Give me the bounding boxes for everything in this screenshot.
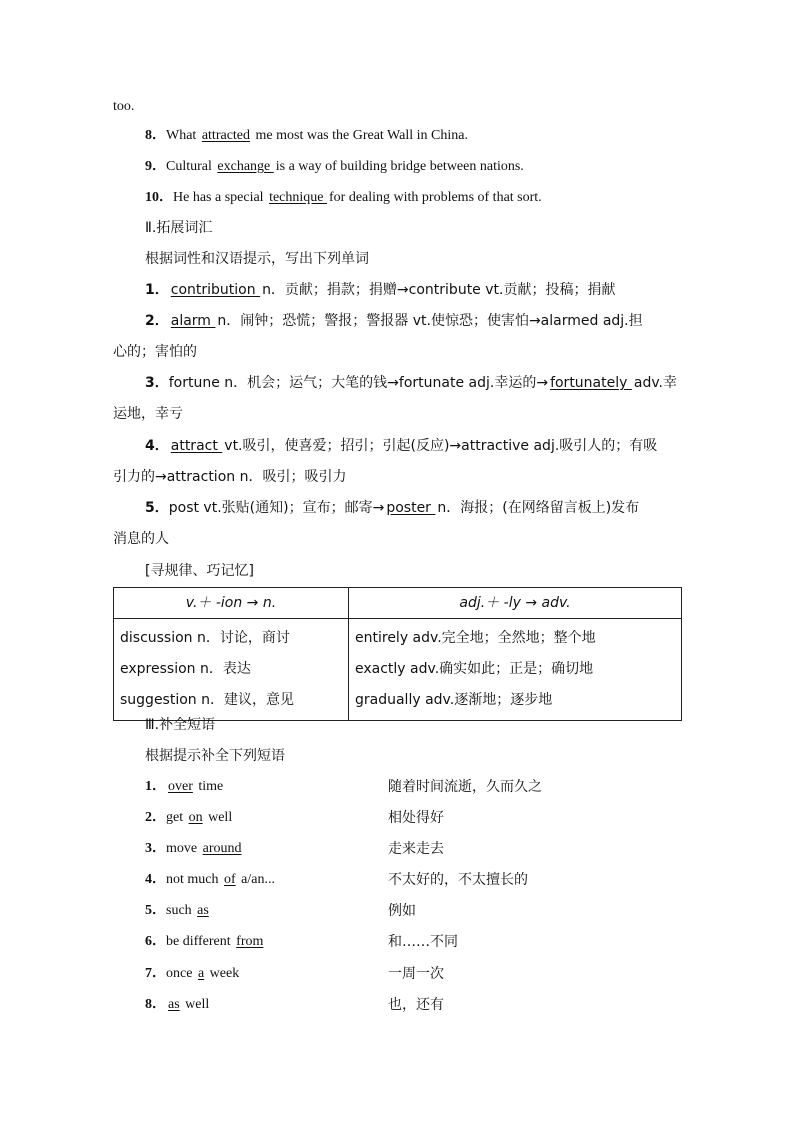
- sentence-text: What: [166, 128, 200, 143]
- table-body-row: [114, 619, 682, 721]
- phrase-text: once: [166, 966, 196, 981]
- vocab-item-1: [145, 281, 615, 299]
- table-row: entirely adv.完全地；全然地；整个地: [355, 630, 596, 646]
- item-number: 6．: [145, 934, 166, 949]
- vocab-item-3-cont: 运地，幸亏: [113, 406, 183, 422]
- item-number: 4．: [145, 872, 166, 887]
- item-number: 2．: [145, 810, 166, 825]
- vocab-item-3: [145, 374, 677, 392]
- section-title: Ⅲ.补全短语: [145, 717, 216, 733]
- vocab-text: vt.吸引，使喜爱；招引；引起(反应)→attractive adj.吸引人的；有吸: [224, 438, 658, 454]
- sentence-text: Cultural: [166, 159, 216, 174]
- phrase-item-6: [145, 933, 265, 951]
- answer-blank: over: [168, 779, 193, 794]
- rule-title: [寻规律、巧记忆]: [145, 563, 254, 579]
- vocab-text: adv.幸: [633, 375, 677, 391]
- phrase-meaning-7: 一周一次: [388, 966, 444, 982]
- phrase-text: such: [166, 903, 196, 918]
- vocab-item-2: [145, 312, 643, 330]
- continued-text: too.: [113, 99, 135, 114]
- item-number: 2．: [145, 313, 169, 329]
- sentence-9: [145, 158, 524, 176]
- phrase-text: a/an...: [237, 872, 275, 887]
- phrase-meaning-8: 也，还有: [388, 997, 444, 1013]
- item-number: 8．: [145, 128, 166, 143]
- phrase-item-1: [145, 778, 223, 796]
- vocab-item-4-cont: 引力的→attraction n．吸引；吸引力: [113, 469, 347, 485]
- phrase-meaning-1: 随着时间流逝，久而久之: [388, 779, 542, 795]
- item-number: 8．: [145, 997, 166, 1012]
- sentence-8: [145, 127, 468, 145]
- item-number: 7．: [145, 966, 166, 981]
- phrase-item-4: [145, 871, 275, 889]
- phrase-text: time: [194, 779, 224, 794]
- phrase-meaning-5: 例如: [388, 903, 416, 919]
- sentence-text: He has a special: [173, 190, 268, 205]
- item-number: 1．: [145, 779, 166, 794]
- answer-blank: technique: [269, 190, 327, 205]
- table-cell-left: [114, 619, 349, 721]
- table-row: expression n．表达: [120, 661, 251, 677]
- sentence-text: me most was the Great Wall in China.: [252, 128, 468, 143]
- sentence-10: [145, 189, 542, 207]
- table-row: gradually adv.逐渐地；逐步地: [355, 692, 553, 708]
- item-number: 3．: [145, 841, 166, 856]
- answer-blank: exchange: [217, 159, 274, 174]
- vocab-item-4: [145, 437, 657, 455]
- item-number: 5．: [145, 500, 169, 516]
- phrase-item-8: [145, 996, 209, 1014]
- answer-blank: around: [202, 841, 242, 856]
- answer-blank: poster: [386, 500, 436, 516]
- sentence-text: for dealing with problems of that sort.: [329, 190, 542, 205]
- vocab-text: n．海报；(在网络留言板上)发布: [437, 500, 640, 516]
- phrase-item-7: [145, 965, 239, 983]
- answer-blank: attracted: [201, 128, 251, 143]
- item-number: 3．: [145, 375, 169, 391]
- phrase-text: get: [166, 810, 187, 825]
- phrase-item-2: [145, 809, 232, 827]
- phrase-text: be different: [166, 934, 235, 949]
- vocab-text: post vt.张贴(通知)；宣布；邮寄→: [168, 500, 385, 516]
- table-row: discussion n．讨论，商讨: [120, 630, 290, 646]
- answer-blank: as: [168, 997, 180, 1012]
- item-number: 9．: [145, 159, 166, 174]
- item-number: 1．: [145, 282, 169, 298]
- item-number: 10．: [145, 190, 173, 205]
- answer-blank: from: [236, 934, 264, 949]
- vocab-item-5-cont: 消息的人: [113, 531, 169, 547]
- answer-blank: attract: [170, 438, 223, 454]
- table-header-left: v.＋ -ion → n.: [114, 588, 349, 619]
- phrase-item-5: [145, 902, 211, 920]
- vocab-text: n．贡献；捐款；捐赠→contribute vt.贡献；投稿；捐献: [262, 282, 616, 298]
- vocab-text: n．闹钟；恐慌；警报；警报器 vt.使惊恐；使害怕→alarmed adj.担: [217, 313, 643, 329]
- table-header-row: [114, 588, 682, 619]
- phrase-text: not much: [166, 872, 222, 887]
- phrase-meaning-4: 不太好的，不太擅长的: [388, 872, 528, 888]
- phrase-text: well: [181, 997, 210, 1012]
- table-cell-right: [349, 619, 682, 721]
- vocab-item-2-cont: 心的；害怕的: [113, 344, 197, 360]
- table-row: suggestion n．建议，意见: [120, 692, 294, 708]
- answer-blank: alarm: [170, 313, 216, 329]
- phrase-item-3: [145, 840, 244, 858]
- answer-blank: a: [197, 966, 205, 981]
- answer-blank: on: [188, 810, 203, 825]
- table-header-right: adj.＋ -ly → adv.: [349, 588, 682, 619]
- answer-blank: as: [197, 903, 209, 918]
- answer-blank: contribution: [170, 282, 261, 298]
- section-instruction: 根据词性和汉语提示，写出下列单词: [145, 251, 369, 267]
- phrase-meaning-3: 走来走去: [388, 841, 444, 857]
- phrase-text: well: [204, 810, 233, 825]
- table-row: exactly adv.确实如此；正是；确切地: [355, 661, 594, 677]
- answer-blank: of: [224, 872, 236, 887]
- item-number: 5．: [145, 903, 166, 918]
- vocab-text: fortune n．机会；运气；大笔的钱→fortunate adj.幸运的→: [168, 375, 549, 391]
- section-title: Ⅱ.拓展词汇: [145, 220, 213, 236]
- phrase-meaning-6: 和……不同: [388, 934, 458, 950]
- section-instruction: 根据提示补全下列短语: [145, 748, 285, 764]
- sentence-text: is a way of building bridge between nations.: [275, 159, 524, 174]
- phrase-text: week: [206, 966, 240, 981]
- vocab-item-5: [145, 499, 639, 517]
- phrase-meaning-2: 相处得好: [388, 810, 444, 826]
- word-formation-table: [113, 587, 682, 721]
- phrase-text: move: [166, 841, 201, 856]
- item-number: 4．: [145, 438, 169, 454]
- answer-blank: fortunately: [550, 375, 632, 391]
